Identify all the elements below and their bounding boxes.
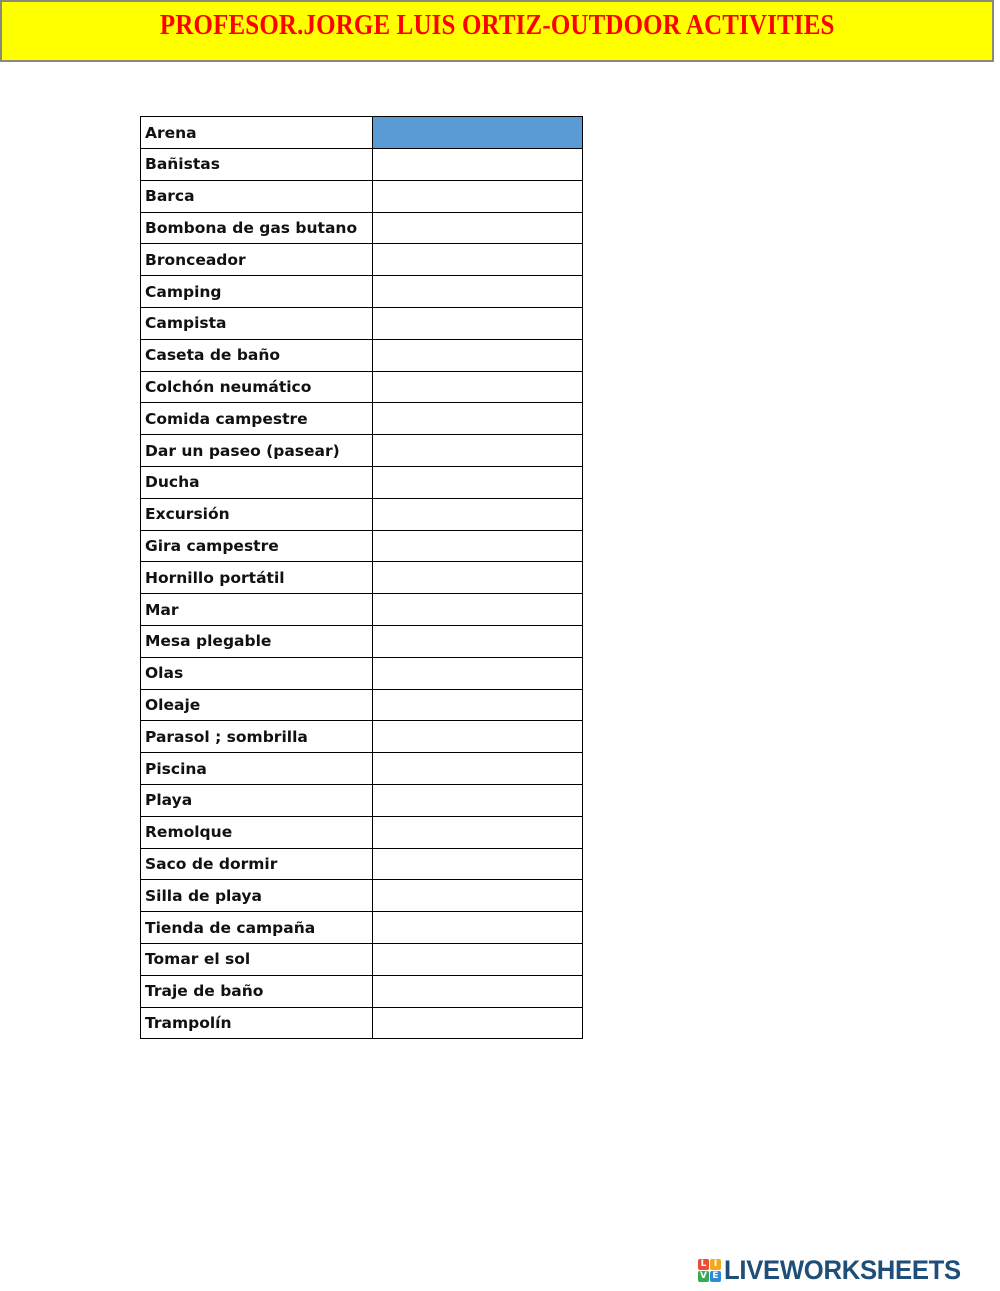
answer-cell bbox=[373, 435, 583, 467]
answer-input[interactable] bbox=[373, 976, 582, 1007]
vocabulary-term: Ducha bbox=[141, 466, 373, 498]
answer-input[interactable] bbox=[373, 499, 582, 530]
vocabulary-term: Arena bbox=[141, 117, 373, 149]
table-row bbox=[141, 307, 583, 339]
table-row bbox=[141, 530, 583, 562]
answer-input[interactable] bbox=[373, 690, 582, 721]
answer-cell bbox=[373, 594, 583, 626]
answer-input[interactable] bbox=[373, 276, 582, 307]
vocabulary-term: Campista bbox=[141, 307, 373, 339]
answer-input[interactable] bbox=[373, 403, 582, 434]
vocabulary-term: Traje de baño bbox=[141, 975, 373, 1007]
vocabulary-term: Tienda de campaña bbox=[141, 912, 373, 944]
answer-input[interactable] bbox=[373, 562, 582, 593]
table-row bbox=[141, 466, 583, 498]
vocabulary-term: Piscina bbox=[141, 753, 373, 785]
answer-cell bbox=[373, 721, 583, 753]
answer-cell bbox=[373, 244, 583, 276]
table-row bbox=[141, 880, 583, 912]
answer-cell bbox=[373, 816, 583, 848]
answer-cell bbox=[373, 625, 583, 657]
answer-input[interactable] bbox=[373, 753, 582, 784]
answer-cell bbox=[373, 276, 583, 308]
answer-input[interactable] bbox=[373, 340, 582, 371]
table-row bbox=[141, 848, 583, 880]
table-row bbox=[141, 975, 583, 1007]
table-row bbox=[141, 816, 583, 848]
answer-input[interactable] bbox=[373, 721, 582, 752]
answer-cell bbox=[373, 530, 583, 562]
logo-mark-letter: I bbox=[710, 1259, 721, 1270]
page-title: PROFESOR.JORGE LUIS ORTIZ-OUTDOOR ACTIVITIES bbox=[159, 9, 835, 41]
vocabulary-term: Camping bbox=[141, 276, 373, 308]
table-row bbox=[141, 689, 583, 721]
answer-cell bbox=[373, 848, 583, 880]
answer-cell bbox=[373, 1007, 583, 1039]
table-row bbox=[141, 276, 583, 308]
vocabulary-term: Caseta de baño bbox=[141, 339, 373, 371]
answer-cell bbox=[373, 307, 583, 339]
answer-cell bbox=[373, 403, 583, 435]
answer-input[interactable] bbox=[373, 244, 582, 275]
answer-cell bbox=[373, 562, 583, 594]
vocabulary-term: Saco de dormir bbox=[141, 848, 373, 880]
liveworksheets-mark-icon bbox=[698, 1259, 721, 1282]
answer-cell bbox=[373, 149, 583, 181]
liveworksheets-logo bbox=[698, 1256, 973, 1284]
answer-input[interactable] bbox=[373, 594, 582, 625]
answer-input[interactable] bbox=[373, 849, 582, 880]
answer-cell bbox=[373, 339, 583, 371]
answer-input[interactable] bbox=[373, 626, 582, 657]
answer-input[interactable] bbox=[373, 912, 582, 943]
answer-cell bbox=[373, 689, 583, 721]
table-row bbox=[141, 1007, 583, 1039]
vocabulary-term: Hornillo portátil bbox=[141, 562, 373, 594]
table-row bbox=[141, 594, 583, 626]
answer-cell bbox=[373, 117, 583, 149]
vocabulary-term: Silla de playa bbox=[141, 880, 373, 912]
vocabulary-term: Comida campestre bbox=[141, 403, 373, 435]
answer-input[interactable] bbox=[373, 880, 582, 911]
vocabulary-term: Excursión bbox=[141, 498, 373, 530]
answer-cell bbox=[373, 657, 583, 689]
table-row bbox=[141, 721, 583, 753]
answer-input[interactable] bbox=[373, 785, 582, 816]
vocabulary-term: Bañistas bbox=[141, 149, 373, 181]
table-row bbox=[141, 657, 583, 689]
table-row bbox=[141, 912, 583, 944]
vocabulary-table bbox=[140, 116, 583, 1039]
table-row bbox=[141, 753, 583, 785]
answer-cell bbox=[373, 371, 583, 403]
table-row bbox=[141, 943, 583, 975]
vocabulary-term: Bronceador bbox=[141, 244, 373, 276]
table-row bbox=[141, 562, 583, 594]
answer-cell bbox=[373, 912, 583, 944]
vocabulary-term: Parasol ; sombrilla bbox=[141, 721, 373, 753]
answer-input[interactable] bbox=[373, 658, 582, 689]
answer-input[interactable] bbox=[373, 531, 582, 562]
logo-mark-letter: E bbox=[710, 1271, 721, 1282]
answer-cell bbox=[373, 498, 583, 530]
logo-wordmark: LIVEWORKSHEETS bbox=[724, 1254, 961, 1285]
answer-input[interactable] bbox=[373, 435, 582, 466]
table-row bbox=[141, 625, 583, 657]
table-row bbox=[141, 180, 583, 212]
logo-mark-letter: L bbox=[698, 1259, 709, 1270]
vocabulary-term: Oleaje bbox=[141, 689, 373, 721]
vocabulary-term: Mar bbox=[141, 594, 373, 626]
table-row bbox=[141, 339, 583, 371]
vocabulary-term: Barca bbox=[141, 180, 373, 212]
vocabulary-term: Tomar el sol bbox=[141, 943, 373, 975]
vocabulary-term: Remolque bbox=[141, 816, 373, 848]
answer-input[interactable] bbox=[373, 372, 582, 403]
answer-cell bbox=[373, 212, 583, 244]
answer-cell bbox=[373, 880, 583, 912]
vocabulary-term: Playa bbox=[141, 784, 373, 816]
vocabulary-term: Mesa plegable bbox=[141, 625, 373, 657]
answer-cell bbox=[373, 943, 583, 975]
answer-cell bbox=[373, 975, 583, 1007]
table-row bbox=[141, 498, 583, 530]
answer-input[interactable] bbox=[373, 117, 582, 148]
answer-cell bbox=[373, 466, 583, 498]
vocabulary-term: Dar un paseo (pasear) bbox=[141, 435, 373, 467]
logo-mark-letter: V bbox=[698, 1271, 709, 1282]
table-row bbox=[141, 784, 583, 816]
answer-input[interactable] bbox=[373, 467, 582, 498]
table-row bbox=[141, 117, 583, 149]
answer-cell bbox=[373, 753, 583, 785]
answer-input[interactable] bbox=[373, 308, 582, 339]
answer-input[interactable] bbox=[373, 149, 582, 180]
table-row bbox=[141, 149, 583, 181]
vocabulary-term: Olas bbox=[141, 657, 373, 689]
title-banner bbox=[0, 0, 994, 62]
table-row bbox=[141, 435, 583, 467]
answer-input[interactable] bbox=[373, 1008, 582, 1039]
vocabulary-term: Trampolín bbox=[141, 1007, 373, 1039]
answer-input[interactable] bbox=[373, 213, 582, 244]
vocabulary-term: Gira campestre bbox=[141, 530, 373, 562]
table-row bbox=[141, 403, 583, 435]
vocabulary-term: Bombona de gas butano bbox=[141, 212, 373, 244]
answer-cell bbox=[373, 784, 583, 816]
answer-input[interactable] bbox=[373, 944, 582, 975]
vocabulary-term: Colchón neumático bbox=[141, 371, 373, 403]
table-row bbox=[141, 212, 583, 244]
table-row bbox=[141, 244, 583, 276]
answer-cell bbox=[373, 180, 583, 212]
answer-input[interactable] bbox=[373, 181, 582, 212]
table-row bbox=[141, 371, 583, 403]
answer-input[interactable] bbox=[373, 817, 582, 848]
